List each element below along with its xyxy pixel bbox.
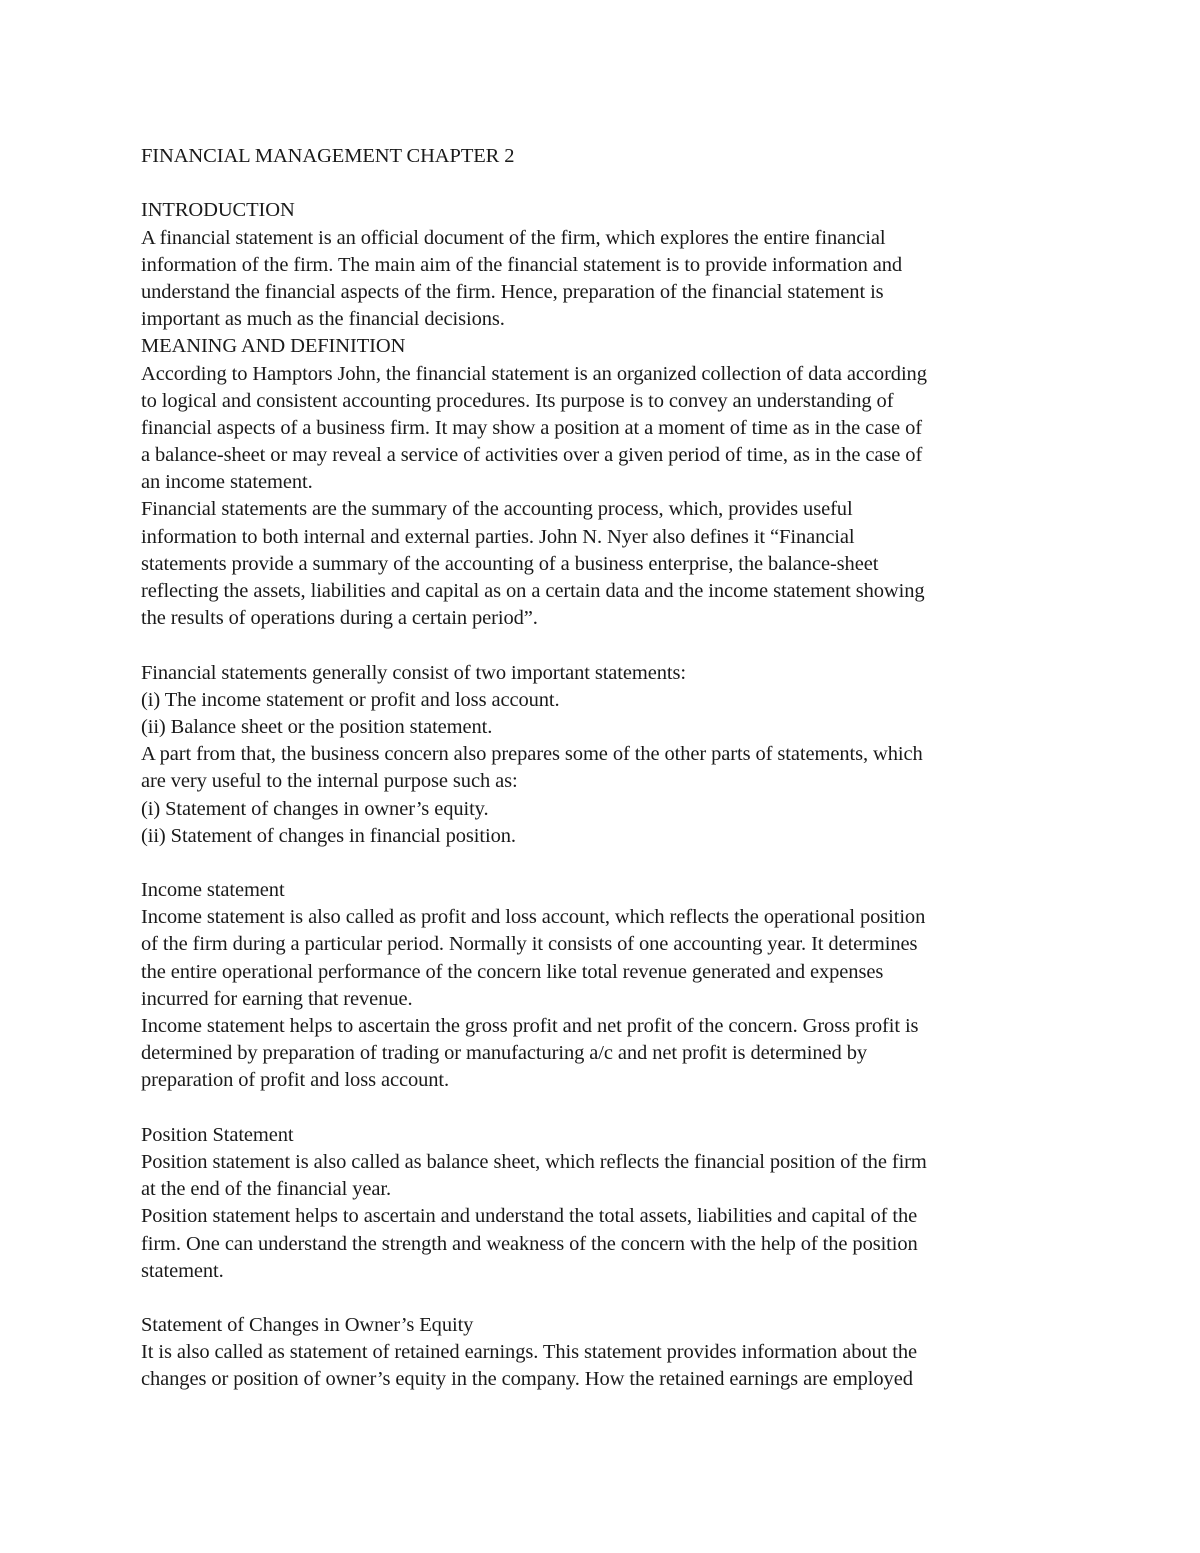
blank-line	[141, 1095, 1061, 1122]
paragraph-line: changes or position of owner’s equity in the company. How the retained earnings are employed	[141, 1368, 913, 1391]
document-page	[141, 143, 1061, 1394]
paragraph-line: reflecting the assets, liabilities and capital as on a certain data and the income statement showing	[141, 580, 925, 602]
blank-line	[141, 632, 1061, 659]
section-heading-meaning-and-definition: MEANING AND DEFINITION	[141, 335, 406, 358]
paragraph-line: understand the financial aspects of the firm. Hence, preparation of the financial statement is	[141, 280, 884, 303]
paragraph-line: the results of operations during a certain period”.	[141, 607, 538, 630]
paragraph-line: Financial statements generally consist of two important statements:	[141, 661, 686, 684]
paragraph-line: A part from that, the business concern also prepares some of the other parts of statements, which	[141, 743, 923, 766]
paragraph-line: statement.	[141, 1259, 224, 1282]
paragraph-line: at the end of the financial year.	[141, 1178, 391, 1201]
document-title: FINANCIAL MANAGEMENT CHAPTER 2	[141, 145, 515, 167]
paragraph-line: preparation of profit and loss account.	[141, 1069, 450, 1092]
paragraph-line: Income statement is also called as profit and loss account, which reflects the operational position	[141, 906, 926, 929]
section-heading-owners-equity: Statement of Changes in Owner’s Equity	[141, 1314, 474, 1337]
paragraph-line: It is also called as statement of retained earnings. This statement provides information about the	[141, 1341, 918, 1364]
paragraph-line: information to both internal and external parties. John N. Nyer also defines it “Financial	[141, 525, 855, 548]
paragraph-line: financial aspects of a business firm. It may show a position at a moment of time as in the case of	[141, 416, 922, 439]
paragraph-line: determined by preparation of trading or manufacturing a/c and net profit is determined by	[141, 1042, 867, 1065]
paragraph-line: a balance-sheet or may reveal a service of activities over a given period of time, as in the case of	[141, 444, 923, 467]
section-heading-introduction: INTRODUCTION	[141, 199, 295, 222]
paragraph-line: According to Hamptors John, the financial statement is an organized collection of data according	[141, 362, 927, 385]
paragraph-line: the entire operational performance of the concern like total revenue generated and expenses	[141, 960, 884, 983]
paragraph-line: are very useful to the internal purpose such as:	[141, 770, 518, 793]
paragraph-line: incurred for earning that revenue.	[141, 987, 413, 1010]
paragraph-line: Position statement helps to ascertain and understand the total assets, liabilities and capital of the	[141, 1205, 918, 1228]
blank-line	[141, 850, 1061, 877]
list-item: (i) Statement of changes in owner’s equity.	[141, 797, 489, 820]
paragraph-line: important as much as the financial decisions.	[141, 308, 505, 331]
list-item: (ii) Statement of changes in financial position.	[141, 824, 516, 847]
list-item: (i) The income statement or profit and loss account.	[141, 688, 560, 711]
paragraph-line: statements provide a summary of the accounting of a business enterprise, the balance-sheet	[141, 552, 879, 575]
paragraph-line: information of the firm. The main aim of the financial statement is to provide information and	[141, 253, 903, 276]
paragraph-line: an income statement.	[141, 471, 313, 494]
paragraph-line: Position statement is also called as balance sheet, which reflects the financial position of the firm	[141, 1150, 927, 1173]
paragraph-line: of the firm during a particular period. Normally it consists of one accounting year. It determines	[141, 933, 918, 956]
paragraph-line: Income statement helps to ascertain the gross profit and net profit of the concern. Gross profit is	[141, 1015, 919, 1037]
section-heading-income-statement: Income statement	[141, 879, 285, 902]
paragraph-line: to logical and consistent accounting procedures. Its purpose is to convey an understanding of	[141, 389, 894, 412]
list-item: (ii) Balance sheet or the position statement.	[141, 715, 493, 738]
paragraph-line: firm. One can understand the strength and weakness of the concern with the help of the position	[141, 1232, 918, 1255]
section-heading-position-statement: Position Statement	[141, 1123, 294, 1146]
paragraph-line: Financial statements are the summary of the accounting process, which, provides useful	[141, 498, 853, 521]
paragraph-line: A financial statement is an official document of the firm, which explores the entire financial	[141, 226, 886, 249]
blank-line	[141, 1285, 1061, 1312]
blank-line	[141, 170, 1061, 197]
